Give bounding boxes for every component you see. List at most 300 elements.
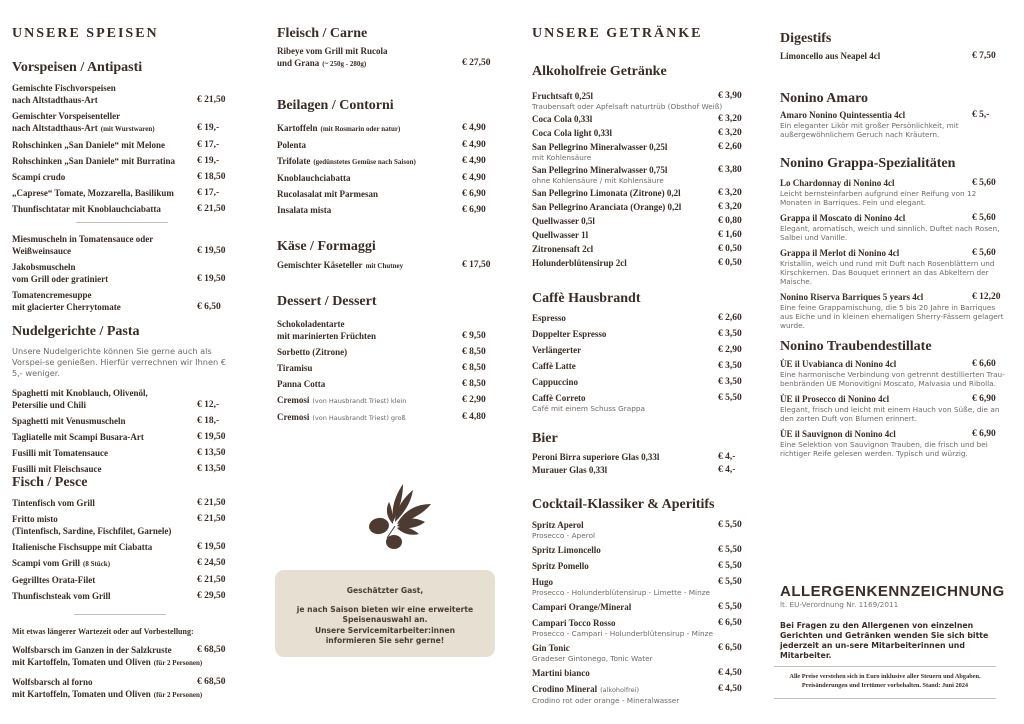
menu-item — [277, 122, 502, 135]
item-name: ÙE il Prosecco di Nonino 4cl — [780, 394, 890, 404]
item-name-line — [780, 212, 1010, 224]
menu-item — [12, 590, 237, 602]
item-price: € 0,50 — [718, 258, 742, 268]
item-name: Thunfischsteak vom Grill — [12, 591, 111, 601]
item-description: mit Kohlensäure — [532, 153, 592, 162]
item-name: Campari Orange/Mineral — [532, 602, 632, 612]
item-name: Peroni Birra superiore Glas 0,33l — [532, 452, 660, 462]
item-description: Eine Selektion von Sauvignon Trauben, die frisch und bei richtiger Reife gelesen werden. Typisch und würzig. — [780, 440, 988, 458]
item-name-line — [277, 122, 502, 135]
item-description: Prosecco - Campari - Holunderblütensirup - Minze — [532, 629, 713, 638]
item-price: € 19,50 — [197, 542, 226, 552]
item-name: Verlängerter — [532, 345, 582, 355]
item-description: Crodino rot oder orange - Mineralwasser — [532, 696, 680, 705]
item-price: € 17,50 — [462, 260, 491, 270]
item-name: Knoblauchciabatta — [277, 173, 351, 183]
item-name: Trifolate — [277, 156, 311, 166]
column-getraenke — [532, 0, 757, 724]
item-name-line — [12, 82, 237, 94]
item-name-line — [12, 676, 237, 688]
item-name: Fruchtsaft 0,25l — [532, 91, 593, 101]
item-name: Italienische Fischsuppe mit Ciabatta — [12, 542, 153, 552]
menu-item — [532, 164, 757, 185]
item-price: € 5,50 — [718, 393, 742, 403]
menu-item — [277, 411, 502, 424]
item-price: € 1,60 — [718, 230, 742, 240]
item-name: Amaro Nonino Quintessentia 4cl — [780, 110, 906, 120]
menu-item — [780, 177, 1010, 207]
item-name: Rohschinken „San Daniele“ mit Melone — [12, 140, 166, 150]
menu-item — [12, 155, 237, 167]
item-price: € 8,50 — [462, 347, 486, 357]
item-name-line — [12, 289, 237, 301]
menu-item — [277, 188, 502, 200]
item-name: Gemischter Vorspeisenteller — [12, 111, 121, 121]
item-name-line — [532, 243, 757, 255]
item-price: € 17,- — [197, 140, 220, 150]
item-price: € 68,50 — [197, 677, 226, 687]
item-name-line — [532, 683, 757, 696]
menu-item — [532, 519, 757, 540]
item-name-line — [532, 464, 757, 476]
item-description: Ein eleganter Likör mit großer Persönlichkeit, mit außergewöhnlichem Geruch nach Kräutern. — [780, 121, 959, 139]
item-price: € 6,90 — [462, 189, 486, 199]
item-name-line — [12, 644, 237, 656]
menu-item — [12, 676, 237, 701]
item-name-line — [532, 90, 757, 102]
item-name-line — [277, 318, 502, 330]
item-price: € 0,80 — [718, 216, 742, 226]
item-description: Leicht bernsteinfarben aufgrund einer Reifung von 12 Monaten in Barriques. Fein und elegant. — [780, 189, 977, 207]
item-name: Fritto misto — [12, 514, 58, 524]
item-name: Thunfischtatar mit Knoblauchciabatta — [12, 204, 161, 214]
item-note: (alkoholfrei) — [600, 686, 639, 694]
footer-prices-note: Alle Preise verstehen sich in Euro inklusive aller Steuern und Abgaben. — [789, 673, 981, 680]
menu-item — [12, 261, 237, 285]
item-name-line — [532, 141, 757, 153]
menu-item — [12, 415, 237, 427]
item-price: € 5,50 — [718, 602, 742, 612]
menu-item — [532, 560, 757, 572]
menu-item — [12, 541, 237, 553]
menu-item — [12, 644, 237, 669]
menu-item — [532, 312, 757, 324]
item-name: Hugo — [532, 577, 554, 587]
item-price: € 27,50 — [462, 58, 491, 68]
item-name-cont: und Grana — [277, 58, 320, 68]
column-speisen — [12, 0, 237, 724]
trauben-list — [780, 358, 1010, 458]
item-price: € 6,90 — [462, 205, 486, 215]
item-price: € 4,90 — [462, 156, 486, 166]
section-heading-pasta: Nudelgerichte / Pasta — [12, 324, 140, 339]
item-name: San Pellegrino Mineralwasser 0,75l — [532, 165, 668, 175]
item-price: € 6,50 — [718, 643, 742, 653]
item-name: Quellwasser 1l — [532, 230, 589, 240]
item-description: ohne Kohlensäure / mit Kohlensäure — [532, 176, 664, 185]
item-name-line — [780, 291, 1010, 303]
item-name-line — [532, 376, 757, 388]
item-name-cont: (Tintenfisch, Sardine, Fischfilet, Garnele) — [12, 526, 172, 536]
menu-item — [532, 328, 757, 340]
cocktails-list — [532, 519, 757, 705]
item-price: € 5,50 — [718, 577, 742, 587]
item-name-line — [12, 574, 237, 586]
item-name-line — [12, 139, 237, 151]
allergen-title: ALLERGENKENNZEICHNUNG — [780, 583, 1005, 600]
item-price: € 3,20 — [718, 128, 742, 138]
item-name-line — [532, 164, 757, 176]
item-name-line — [532, 576, 757, 588]
item-name: Murauer Glas 0,33l — [532, 465, 608, 475]
menu-item — [532, 601, 757, 613]
item-name-line — [12, 541, 237, 553]
item-description: Prosecco - Aperol — [532, 531, 596, 540]
item-price: € 5,60 — [972, 178, 996, 188]
item-name: Rohschinken „San Daniele“ mit Burratina — [12, 156, 176, 166]
item-name-line — [532, 667, 757, 679]
item-name-cont: nach Altstadthaus-Art — [12, 123, 98, 133]
item-name: Quellwasser 0,5l — [532, 216, 595, 226]
section-heading-alkoholfrei: Alkoholfreie Getränke — [532, 64, 667, 79]
item-description: Traubensaft oder Apfelsaft naturtrüb (Obsthof Weiß) — [532, 102, 723, 111]
item-name: Wolfsbarsch im Ganzen in der Salzkruste — [12, 645, 172, 655]
item-note: (von Hausbrandt Triest) groß — [312, 414, 406, 422]
divider — [76, 222, 168, 223]
item-price: € 5,50 — [718, 561, 742, 571]
item-price: € 5,60 — [972, 213, 996, 223]
item-name: Cappuccino — [532, 377, 579, 387]
item-name: Scampi crudo — [12, 172, 66, 182]
item-name: Gemischter Käseteller — [277, 260, 363, 270]
menu-item — [277, 378, 502, 390]
menu-item — [277, 172, 502, 184]
item-note: (mit Rosmarin oder natur) — [320, 125, 401, 133]
menu-item — [532, 243, 757, 255]
item-note: (mit Wurstwaren) — [100, 125, 155, 133]
menu-item — [277, 362, 502, 374]
menu-item — [780, 109, 1010, 139]
menu-item — [532, 451, 757, 463]
item-name-cont: vom Grill oder gratiniert — [12, 274, 109, 284]
item-price: € 3,50 — [718, 377, 742, 387]
item-name: Schokoladentarte — [277, 319, 345, 329]
item-price: € 3,20 — [718, 202, 742, 212]
menu-item — [12, 139, 237, 151]
item-name-line — [532, 360, 757, 372]
item-name: San Pellegrino Mineralwasser 0,25l — [532, 142, 668, 152]
item-name-line — [12, 415, 237, 427]
item-price: € 8,50 — [462, 379, 486, 389]
menu-item — [12, 513, 237, 537]
item-name-line — [12, 171, 237, 183]
item-note: (8 Stück) — [83, 560, 111, 568]
item-name-line — [12, 110, 237, 122]
item-name-line — [532, 392, 757, 404]
menu-item — [532, 90, 757, 111]
item-name-line-2 — [12, 399, 237, 411]
item-name-line — [12, 187, 237, 199]
allergen-subtitle: lt. EU-Verordnung Nr. 1169/2011 — [780, 600, 899, 609]
item-name: Coca Cola light 0,33l — [532, 128, 612, 138]
item-price: € 18,- — [197, 416, 220, 426]
caffe-list — [532, 312, 757, 413]
menu-item — [532, 360, 757, 372]
item-description: Elegant, frisch und leicht mit einem Hauch von Süße, die an den zarten Duft von Blumen erinnert. — [780, 405, 1000, 423]
item-name-line — [12, 557, 237, 570]
item-name: Doppelter Espresso — [532, 329, 607, 339]
menu-item — [780, 212, 1010, 242]
item-price: € 17,- — [197, 188, 220, 198]
item-name: Espresso — [532, 313, 566, 323]
item-name-line — [277, 411, 502, 424]
item-name: „Caprese“ Tomate, Mozzarella, Basilikum — [12, 188, 174, 198]
item-name: Spritz Pomello — [532, 561, 589, 571]
item-name-line — [532, 215, 757, 227]
vorspeisen-list — [12, 82, 237, 215]
item-name: San Pellegrino Limonata (Zitrone) 0,2l — [532, 188, 681, 198]
menu-item — [532, 376, 757, 388]
item-name-line — [780, 177, 1010, 189]
item-note: (für 2 Personen) — [153, 691, 203, 699]
item-name-cont: mit glacierter Cherrytomate — [12, 302, 121, 312]
menu-item — [12, 82, 237, 106]
item-description: Gradeser Gintonego, Tonic Water — [532, 654, 653, 663]
item-name-line — [277, 362, 502, 374]
item-price: € 19,50 — [197, 246, 226, 256]
dessert-list — [277, 318, 502, 424]
item-price: € 19,- — [197, 156, 220, 166]
item-name-line — [532, 201, 757, 213]
item-name: Ribeye vom Grill mit Rucola — [277, 46, 388, 56]
item-description: Eine harmonische Verbindung von getrennt destillierten Trau-benbränden ÙE Monovitigni Moscato, Malvasia und Ribolla. — [780, 370, 1005, 388]
item-price: € 19,50 — [197, 432, 226, 442]
menu-item — [12, 203, 237, 215]
item-name-line — [277, 346, 502, 358]
item-name-line — [780, 109, 1010, 121]
section-heading-cocktails: Cocktail-Klassiker & Aperitifs — [532, 497, 715, 512]
menu-item — [532, 215, 757, 227]
digestifs-list — [780, 50, 1010, 62]
menu-item — [277, 346, 502, 358]
item-note: (von Hausbrandt Triest) klein — [312, 397, 407, 405]
menu-item — [532, 127, 757, 139]
item-name: Grappa il Merlot di Nonino 4cl — [780, 248, 900, 258]
item-name: Polenta — [277, 140, 306, 150]
item-name: Gegrilltes Orata-Filet — [12, 575, 96, 585]
olive-branch-illustration — [365, 482, 435, 554]
item-price: € 4,- — [718, 452, 736, 462]
item-name-line — [532, 187, 757, 199]
menu-item — [532, 544, 757, 556]
speisen-title: UNSERE SPEISEN — [12, 26, 159, 41]
item-name: Grappa il Moscato di Nonino 4cl — [780, 213, 906, 223]
item-name-line — [532, 560, 757, 572]
menu-item — [532, 576, 757, 597]
item-name-line — [12, 431, 237, 443]
menu-item — [277, 394, 502, 407]
item-name: Rucolasalat mit Parmesan — [277, 189, 378, 199]
item-name: Miesmuscheln in Tomatensauce oder — [12, 234, 154, 244]
item-price: € 4,90 — [462, 123, 486, 133]
item-name: ÙE il Uvabianca di Nonino 4cl — [780, 359, 897, 369]
item-name: Tiramisu — [277, 363, 313, 373]
item-price: € 2,90 — [718, 345, 742, 355]
guest-line: Speisenauswahl an. — [342, 615, 428, 624]
item-price: € 2,60 — [718, 313, 742, 323]
section-heading-bier: Bier — [532, 431, 558, 446]
menu-item — [532, 642, 757, 663]
pasta-list — [12, 387, 237, 475]
beilagen-list — [277, 122, 502, 216]
item-price: € 19,50 — [197, 274, 226, 284]
item-price: € 18,50 — [197, 172, 226, 182]
guest-greeting: Geschätzter Gast, — [346, 586, 424, 595]
pasta-intro: Unsere Nudelgerichte können Sie gerne auch als Vorspei-se genießen. Hierfür verrechnen wir Ihnen € 5,- weniger. — [12, 346, 226, 378]
item-name-line — [277, 172, 502, 184]
menu-item — [780, 50, 1010, 62]
item-name-line — [532, 519, 757, 531]
item-name: Martini bianco — [532, 668, 590, 678]
guest-line: informieren Sie sehr gerne! — [325, 636, 445, 645]
section-heading-vorspeisen: Vorspeisen / Antipasti — [12, 60, 143, 75]
item-name-cont: Weißweinsauce — [12, 246, 72, 256]
divider — [774, 698, 996, 699]
item-name-line — [532, 617, 757, 629]
item-name: Spaghetti mit Knoblauch, Olivenöl, — [12, 388, 148, 398]
item-price: € 13,50 — [197, 448, 226, 458]
menu-item — [277, 259, 502, 272]
menu-item — [532, 187, 757, 199]
item-price: € 3,20 — [718, 188, 742, 198]
item-description: Prosecco - Holunderblütensirup - Limette - Minze — [532, 588, 711, 597]
item-name-line — [532, 642, 757, 654]
menu-item — [12, 110, 237, 135]
item-name-cont: Petersilie und Chili — [12, 400, 86, 410]
item-name-line-2 — [277, 57, 502, 70]
section-heading-kaese: Käse / Formaggi — [277, 239, 376, 254]
item-name-line — [12, 261, 237, 273]
item-price: € 3,20 — [718, 114, 742, 124]
item-name: Insalata mista — [277, 205, 332, 215]
item-name: Gemischte Fischvorspeisen — [12, 83, 116, 93]
item-name: Panna Cotta — [277, 379, 326, 389]
menu-item — [277, 45, 502, 70]
item-name-line — [12, 497, 237, 509]
item-price: € 3,50 — [718, 361, 742, 371]
item-name-line — [532, 544, 757, 556]
item-name: Caffè Latte — [532, 361, 576, 371]
item-name: Tomatencremesuppe — [12, 290, 92, 300]
menu-item — [532, 464, 757, 476]
menu-item — [780, 291, 1010, 330]
item-name-cont: mit marinierten Früchten — [277, 331, 376, 341]
item-price: € 4,80 — [462, 412, 486, 422]
item-price: € 21,50 — [197, 95, 226, 105]
item-name-line — [780, 50, 1010, 62]
menu-item — [780, 428, 1010, 458]
amaro-list — [780, 109, 1010, 139]
column-digestifs — [780, 0, 1010, 724]
item-name-line — [277, 378, 502, 390]
menu-item — [12, 463, 237, 475]
item-price: € 4,50 — [718, 684, 742, 694]
guest-line: Unsere Servicemitarbeiter:innen — [314, 625, 456, 635]
section-heading-trauben: Nonino Traubendestillate — [780, 339, 932, 354]
item-name-line-2 — [12, 122, 237, 135]
allergen-text: Bei Fragen zu den Allergenen von einzelnen Gerichten und Getränken wenden Sie sich bitte jederzeit an un-sere Mitarbeiterinnen und Mitarbeiter. — [780, 621, 989, 660]
item-price: € 5,- — [972, 110, 990, 120]
item-description: Elegant, aromatisch, weich und sinnlich. Duftet nach Rosen, Salbei und Vanille. — [780, 224, 1000, 242]
menu-item — [532, 667, 757, 679]
item-price: € 2,90 — [462, 395, 486, 405]
item-name-line — [532, 127, 757, 139]
menu-item — [532, 392, 757, 413]
item-name: Kartoffeln — [277, 123, 318, 133]
item-name-line-2 — [12, 656, 237, 669]
menu-item — [277, 139, 502, 151]
menu-item — [532, 257, 757, 269]
footer-changes-note: Preisänderungen und Irrtümer vorbehalten. Stand: Juni 2024 — [801, 682, 969, 689]
item-name: Fusilli mit Tomatensauce — [12, 448, 109, 458]
item-price: € 12,- — [197, 400, 220, 410]
section-heading-grappa: Nonino Grappa-Spezialitäten — [780, 156, 956, 171]
item-name-line — [780, 358, 1010, 370]
menu-item — [12, 447, 237, 459]
menu-item — [532, 683, 757, 705]
item-name-line — [780, 247, 1010, 259]
item-name-line — [277, 188, 502, 200]
item-name-line — [12, 590, 237, 602]
item-name: Caffè Correto — [532, 393, 586, 403]
item-name-line — [780, 428, 1010, 440]
section-heading-amaro: Nonino Amaro — [780, 91, 869, 106]
item-price: € 19,- — [197, 123, 220, 133]
item-name-line — [12, 203, 237, 215]
item-price: € 5,60 — [972, 248, 996, 258]
item-price: € 29,50 — [197, 591, 226, 601]
item-name-line — [277, 259, 502, 272]
item-price: € 4,50 — [718, 668, 742, 678]
item-name: Wolfsbarsch al forno — [12, 677, 93, 687]
item-name-line — [12, 155, 237, 167]
item-price: € 21,50 — [197, 514, 226, 524]
item-name-line — [12, 463, 237, 475]
item-price: € 5,50 — [718, 545, 742, 555]
item-name-line — [532, 344, 757, 356]
item-name-line-2 — [12, 301, 237, 313]
item-name: Tintenfisch vom Grill — [12, 498, 95, 508]
item-name-line — [277, 155, 502, 168]
item-name: Spritz Aperol — [532, 520, 584, 530]
item-description: Eine feine Grappamischung, die 5 bis 20 Jahre in Barriques aus Eiche und in kleinen ehemaligen Sherry-Fässern gelagert wurde. — [780, 303, 1004, 330]
item-name-cont: mit Kartoffeln, Tomaten und Oliven — [12, 657, 151, 667]
item-name: Limoncello aus Neapel 4cl — [780, 51, 881, 61]
section-heading-beilagen: Beilagen / Contorni — [277, 98, 394, 113]
item-price: € 6,90 — [972, 429, 996, 439]
guest-info-box — [275, 570, 495, 657]
item-price: € 2,60 — [718, 142, 742, 152]
item-name: Gin Tonic — [532, 643, 570, 653]
item-name: Cremosi — [277, 412, 310, 422]
preorder-note: Mit etwas längerer Wartezeit oder auf Vorbestellung: — [12, 627, 194, 636]
item-name: Lo Chardonnay di Nonino 4cl — [780, 178, 895, 188]
item-price: € 4,90 — [462, 173, 486, 183]
section-heading-dessert: Dessert / Dessert — [277, 294, 377, 309]
section-heading-fleisch: Fleisch / Carne — [277, 26, 368, 41]
item-name-line — [532, 312, 757, 324]
item-name-cont: mit Kartoffeln, Tomaten und Oliven — [12, 689, 151, 699]
